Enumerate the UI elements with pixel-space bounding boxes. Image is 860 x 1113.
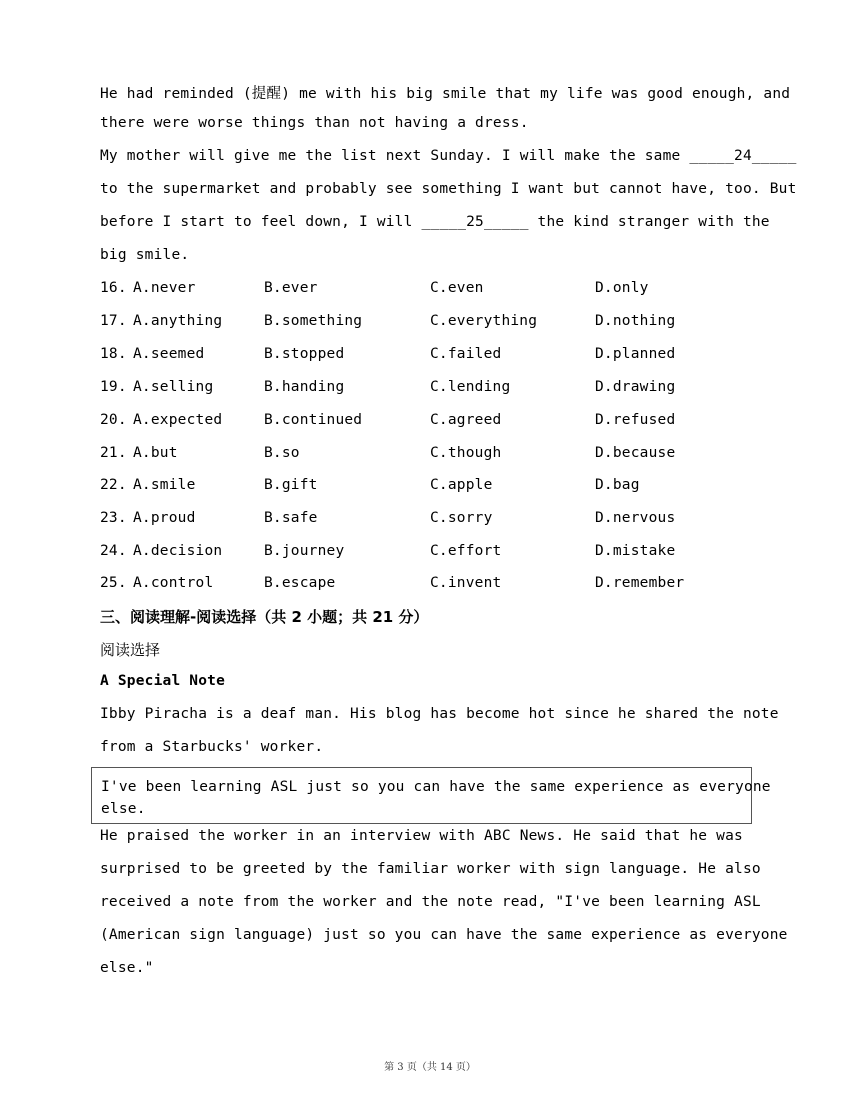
option-c: C.failed (430, 346, 502, 362)
note-line: else. (101, 801, 146, 817)
question-number: 16. (100, 280, 127, 296)
passage-line: to the supermarket and probably see something I want but cannot have, too. But (100, 181, 797, 197)
option-c: C.sorry (430, 510, 493, 526)
option-d: D.remember (595, 575, 685, 591)
article-body-line: received a note from the worker and the note read, "I've been learning ASL (100, 894, 761, 910)
page-footer: 第 3 页（共 14 页） (384, 1062, 476, 1073)
option-c: C.everything (430, 313, 538, 329)
question-number: 17. (100, 313, 127, 329)
option-d: D.because (595, 445, 676, 461)
option-b: B.handing (264, 379, 345, 395)
question-row-22 (100, 477, 800, 501)
option-a: A.expected (133, 412, 223, 428)
option-b: B.something (264, 313, 363, 329)
option-b: B.safe (264, 510, 318, 526)
question-number: 24. (100, 543, 127, 559)
question-row-21 (100, 445, 800, 469)
option-c: C.apple (430, 477, 493, 493)
option-c: C.agreed (430, 412, 502, 428)
question-number: 21. (100, 445, 127, 461)
question-row-19 (100, 379, 800, 403)
option-b: B.ever (264, 280, 318, 296)
passage-line: there were worse things than not having a dress. (100, 115, 529, 131)
question-row-16 (100, 280, 800, 304)
passage-line: big smile. (100, 247, 190, 263)
option-b: B.continued (264, 412, 363, 428)
question-row-24 (100, 543, 800, 567)
option-d: D.planned (595, 346, 676, 362)
option-c: C.though (430, 445, 502, 461)
question-number: 22. (100, 477, 127, 493)
article-intro-line: from a Starbucks' worker. (100, 739, 324, 755)
option-c: C.invent (430, 575, 502, 591)
option-b: B.journey (264, 543, 345, 559)
option-d: D.mistake (595, 543, 676, 559)
option-a: A.smile (133, 477, 196, 493)
option-a: A.selling (133, 379, 214, 395)
option-d: D.nothing (595, 313, 676, 329)
option-c: C.even (430, 280, 484, 296)
option-a: A.never (133, 280, 196, 296)
option-a: A.seemed (133, 346, 205, 362)
option-d: D.nervous (595, 510, 676, 526)
question-row-18 (100, 346, 800, 370)
option-d: D.drawing (595, 379, 676, 395)
option-c: C.effort (430, 543, 502, 559)
option-a: A.decision (133, 543, 223, 559)
question-number: 23. (100, 510, 127, 526)
passage-line: My mother will give me the list next Sunday. I will make the same _____24_____ (100, 148, 797, 164)
article-body-line: He praised the worker in an interview with ABC News. He said that he was (100, 828, 743, 844)
option-a: A.anything (133, 313, 223, 329)
option-b: B.stopped (264, 346, 345, 362)
question-number: 19. (100, 379, 127, 395)
note-line: I've been learning ASL just so you can have the same experience as everyone (101, 779, 771, 795)
option-a: A.proud (133, 510, 196, 526)
quoted-note-box (91, 767, 771, 824)
option-b: B.gift (264, 477, 318, 493)
option-a: A.control (133, 575, 214, 591)
article-title: A Special Note (100, 673, 226, 689)
passage-line: He had reminded (提醒) me with his big smile that my life was good enough, and (100, 86, 791, 102)
option-c: C.lending (430, 379, 511, 395)
article-body-line: else." (100, 960, 154, 976)
option-b: B.so (264, 445, 300, 461)
passage-line: before I start to feel down, I will _____25_____ the kind stranger with the (100, 214, 770, 230)
article-body-line: surprised to be greeted by the familiar worker with sign language. He also (100, 861, 761, 877)
question-number: 18. (100, 346, 127, 362)
question-row-17 (100, 313, 800, 337)
question-row-25 (100, 575, 800, 599)
question-number: 20. (100, 412, 127, 428)
question-number: 25. (100, 575, 127, 591)
question-row-23 (100, 510, 800, 534)
article-body-line: (American sign language) just so you can have the same experience as everyone (100, 927, 788, 943)
article-intro-line: Ibby Piracha is a deaf man. His blog has become hot since he shared the note (100, 706, 779, 722)
question-row-20 (100, 412, 800, 436)
option-a: A.but (133, 445, 178, 461)
option-d: D.only (595, 280, 649, 296)
option-b: B.escape (264, 575, 336, 591)
section-subheading: 阅读选择 (100, 641, 161, 659)
section-heading: 三、阅读理解-阅读选择（共 2 小题；共 21 分） (100, 608, 429, 626)
option-d: D.refused (595, 412, 676, 428)
option-d: D.bag (595, 477, 640, 493)
